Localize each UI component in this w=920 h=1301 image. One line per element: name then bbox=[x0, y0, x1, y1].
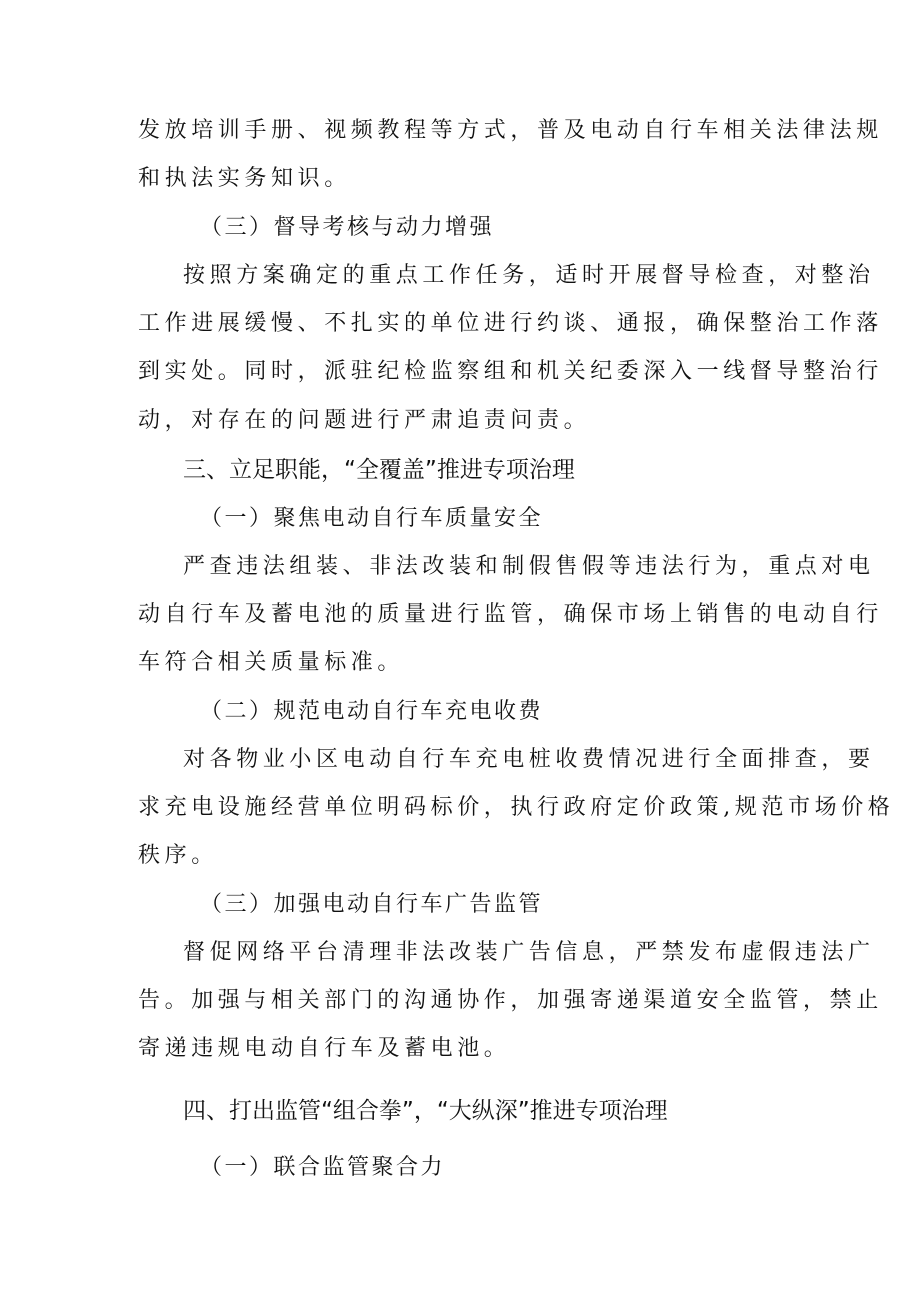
paragraph-line: 秩序。 bbox=[138, 843, 218, 868]
subsection-heading: （一）联合监管聚合力 bbox=[200, 1155, 446, 1180]
subsection-heading: （一）聚焦电动自行车质量安全 bbox=[200, 506, 544, 531]
paragraph-line: 动，对存在的问题进行严肃追责问责。 bbox=[138, 408, 591, 433]
paragraph-line: 对各物业小区电动自行车充电桩收费情况进行全面排查，要 bbox=[183, 747, 875, 772]
paragraph-line: 督促网络平台清理非法改装广告信息，严禁发布虚假违法广 bbox=[183, 940, 875, 965]
paragraph-line: 车符合相关质量标准。 bbox=[138, 650, 405, 675]
paragraph-line: 到实处。同时，派驻纪检监察组和机关纪委深入一线督导整治行 bbox=[138, 359, 883, 384]
paragraph-line: 告。加强与相关部门的沟通协作，加强寄递渠道安全监管，禁止 bbox=[138, 988, 883, 1013]
paragraph-line: 按照方案确定的重点工作任务，适时开展督导检查，对整治 bbox=[183, 263, 875, 288]
paragraph-line: 工作进展缓慢、不扎实的单位进行约谈、通报，确保整治工作落 bbox=[138, 311, 883, 336]
paragraph-line: 严查违法组装、非法改装和制假售假等违法行为，重点对电 bbox=[183, 554, 875, 579]
subsection-heading: （三）加强电动自行车广告监管 bbox=[200, 892, 544, 917]
subsection-heading: （三）督导考核与动力增强 bbox=[200, 215, 495, 240]
section-heading: 三、立足职能，“全覆盖”推进专项治理 bbox=[183, 457, 575, 483]
paragraph-line: 寄递违规电动自行车及蓄电池。 bbox=[138, 1036, 511, 1061]
section-heading: 四、打出监管“组合拳”，“大纵深”推进专项治理 bbox=[183, 1098, 668, 1124]
paragraph-line: 求充电设施经营单位明码标价，执行政府定价政策,规范市场价格 bbox=[138, 795, 895, 820]
paragraph-line: 动自行车及蓄电池的质量进行监管，确保市场上销售的电动自行 bbox=[138, 602, 883, 627]
paragraph-line: 和执法实务知识。 bbox=[138, 166, 351, 191]
subsection-heading: （二）规范电动自行车充电收费 bbox=[200, 699, 544, 724]
paragraph-line: 发放培训手册、视频教程等方式，普及电动自行车相关法律法规 bbox=[138, 118, 883, 143]
